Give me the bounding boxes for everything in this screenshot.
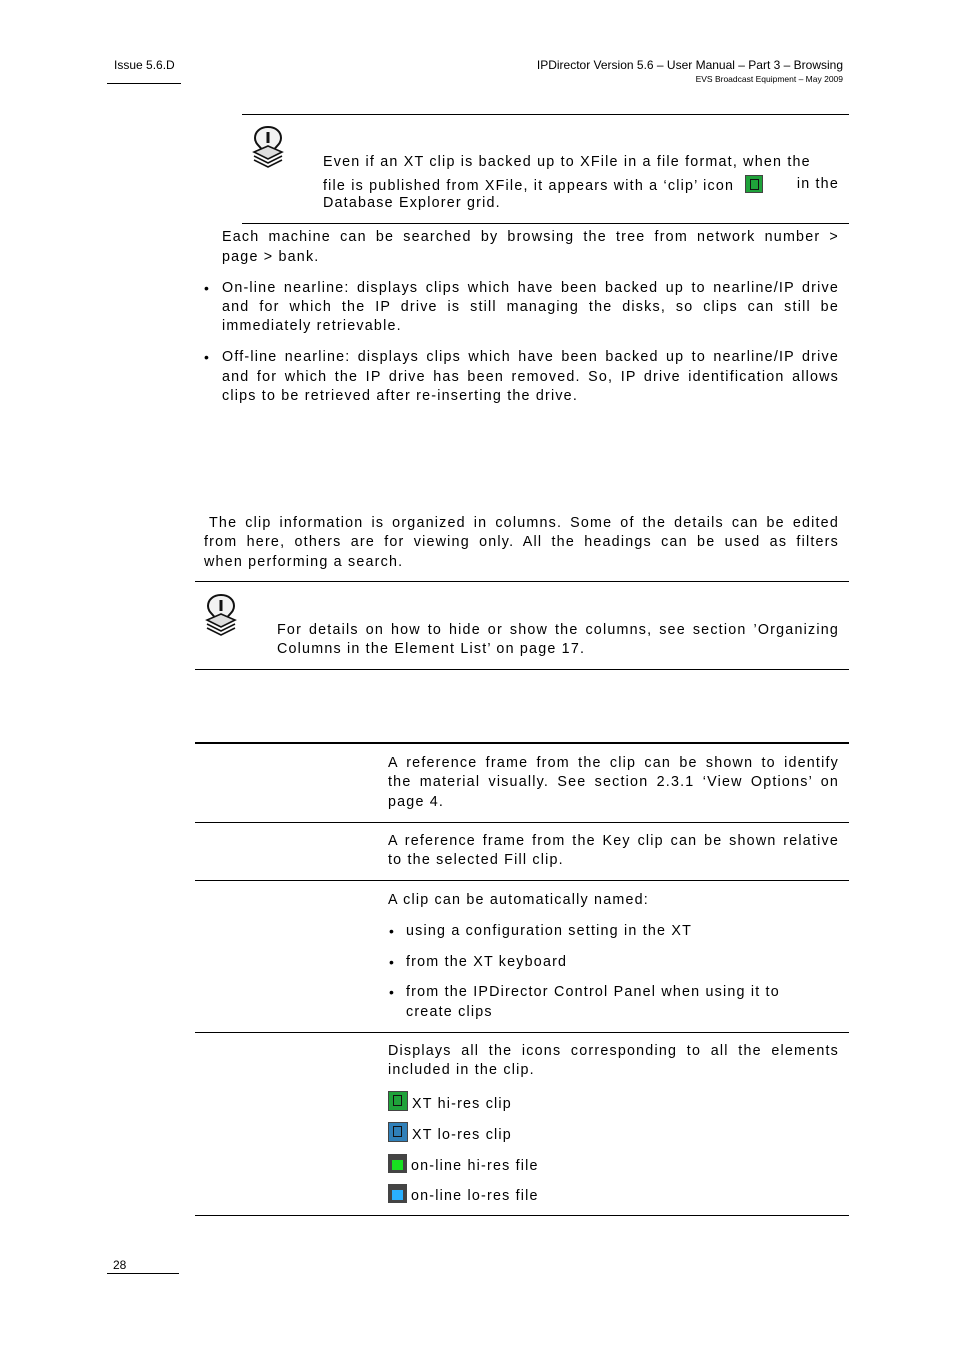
note2-top-rule [195, 581, 849, 582]
table-row-rule [195, 1032, 849, 1033]
note1-line2-text: file is published from XFile, it appears with a ‘clip’ icon [323, 178, 735, 194]
bullet-dot: • [389, 954, 394, 970]
document-subtitle: EVS Broadcast Equipment – May 2009 [695, 74, 843, 84]
row3-intro: A clip can be automatically named: [388, 892, 649, 908]
online-lores-file-icon [388, 1184, 407, 1203]
online-hires-file-icon [388, 1154, 407, 1173]
para1-line1: Each machine can be searched by browsing the tree from network number > [222, 229, 839, 245]
row3-item-continued: create clips [406, 1004, 493, 1020]
row1-line3: page 4. [388, 794, 445, 810]
row2-line2: to the selected Fill clip. [388, 852, 564, 868]
xt-hires-clip-icon [388, 1091, 408, 1111]
table-top-rule [195, 742, 849, 744]
footer-rule [107, 1273, 179, 1274]
icon-legend-label: XT lo-res clip [412, 1127, 512, 1143]
para2-line2: from here, others are for viewing only. All the headings can be used as filters [204, 534, 839, 550]
header-rule-left [107, 83, 181, 84]
icon-legend-item [388, 1122, 512, 1146]
row1-line1: A reference frame from the clip can be shown to identify [388, 755, 839, 771]
xt-lores-clip-icon [388, 1122, 408, 1142]
bullet2-line2: and for which the IP drive has been removed. So, IP drive identification allows [222, 369, 839, 385]
issue-label: Issue 5.6.D [114, 58, 175, 72]
note2-bottom-rule [195, 669, 849, 670]
table-row-rule [195, 880, 849, 881]
xt-clip-icon [745, 175, 763, 193]
row3-item: using a configuration setting in the XT [406, 923, 693, 939]
icon-legend-label: on-line lo-res file [411, 1188, 539, 1204]
bullet1-line3: immediately retrievable. [222, 318, 402, 334]
bullet-dot: • [389, 984, 394, 1000]
icon-legend-label: XT hi-res clip [412, 1096, 512, 1112]
bullet-dot: • [389, 923, 394, 939]
para2-line3: when performing a search. [204, 554, 404, 570]
bullet-dot: • [204, 349, 209, 365]
bullet1-line2: and for which the IP drive is still managing the disks, so clips can still be [222, 299, 839, 315]
para2-line1: The clip information is organized in columns. Some of the details can be edited [209, 515, 839, 531]
row3-item: from the XT keyboard [406, 954, 568, 970]
page-number: 28 [113, 1258, 127, 1272]
row1-line2: the material visually. See section 2.3.1 ‘View Options’ on [388, 774, 839, 790]
row4-line1: Displays all the icons corresponding to all the elements [388, 1043, 839, 1059]
row4-line2: included in the clip. [388, 1062, 535, 1078]
note-icon [203, 592, 239, 636]
bullet-dot: • [204, 280, 209, 296]
note2-line2: Columns in the Element List’ on page 17. [277, 641, 586, 657]
icon-legend-item [388, 1091, 512, 1115]
note1-top-rule [242, 114, 849, 115]
row2-line1: A reference frame from the Key clip can be shown relative [388, 833, 839, 849]
icon-legend-label: on-line hi-res file [411, 1158, 539, 1174]
bullet2-line3: clips to be retrieved after re-inserting the drive. [222, 388, 579, 404]
note1-bottom-rule [242, 223, 849, 224]
table-bottom-rule [195, 1215, 849, 1216]
bullet2-line1: Off-line nearline: displays clips which have been backed up to nearline/IP drive [222, 349, 839, 365]
bullet1-line1: On-line nearline: displays clips which have been backed up to nearline/IP drive [222, 280, 839, 296]
icon-legend-item [388, 1184, 539, 1207]
note-icon [250, 124, 286, 168]
table-row-rule [195, 822, 849, 823]
document-title: IPDirector Version 5.6 – User Manual – Part 3 – Browsing [536, 58, 843, 72]
para1-line2: page > bank. [222, 249, 320, 265]
note2-line1: For details on how to hide or show the columns, see section ’Organizing [277, 622, 839, 638]
note1-line1: Even if an XT clip is backed up to XFile in a file format, when the [323, 154, 811, 170]
note1-line3: Database Explorer grid. [323, 195, 501, 211]
note1-line2-end: in the [796, 176, 839, 192]
icon-legend-item [388, 1154, 539, 1177]
row3-item: from the IPDirector Control Panel when using it to [406, 984, 780, 1000]
